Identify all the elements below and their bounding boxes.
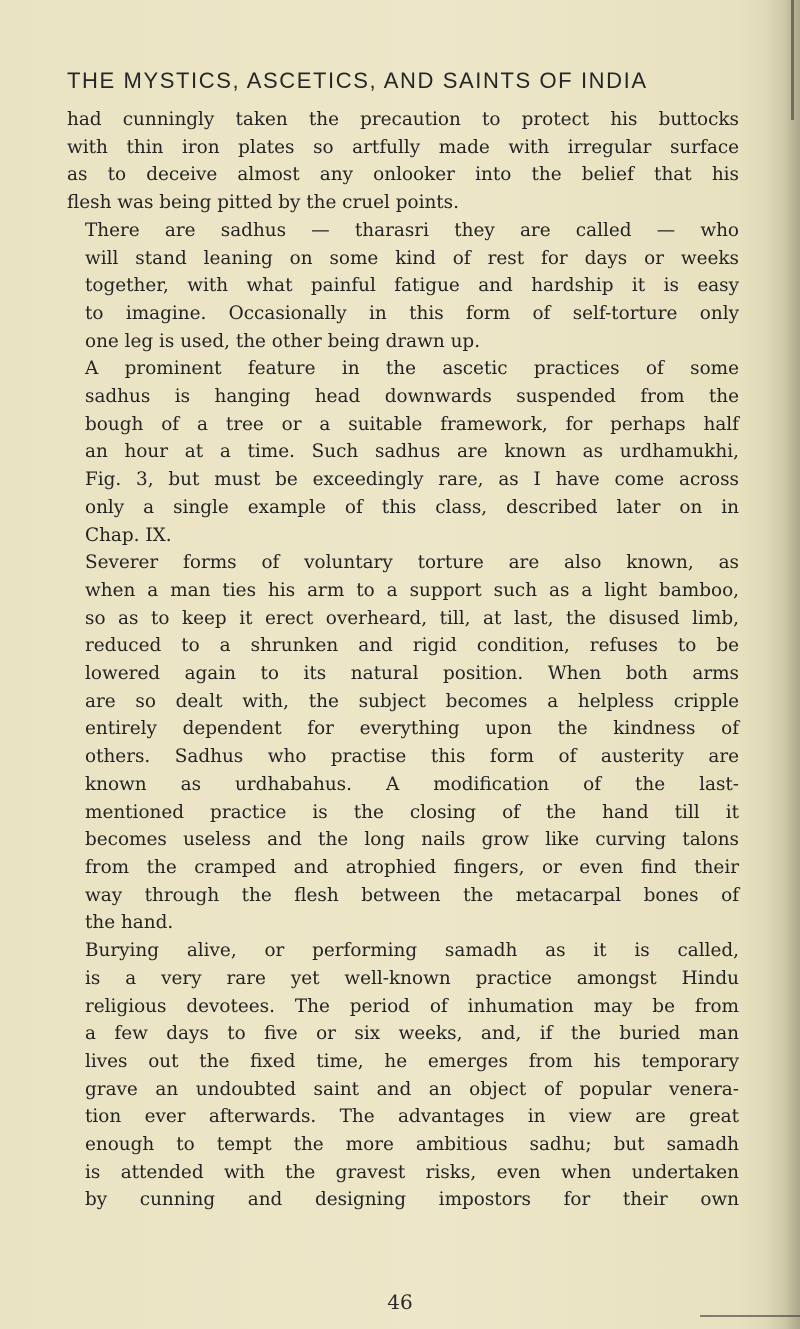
paragraph [67, 549, 739, 937]
page-edge-shadow [766, 0, 800, 1329]
text-line: Fig. 3, but must be exceedingly rare, as I have come across [85, 469, 739, 491]
text-line: religious devotees. The period of inhumation may be from [85, 995, 739, 1017]
text-line: so as to keep it erect overheard, till, at last, the disused limb, [85, 607, 739, 629]
text-line: A prominent feature in the ascetic practices of some [85, 358, 739, 380]
page-edge-mark [791, 0, 794, 120]
paragraph [67, 937, 739, 1214]
text-line: had cunningly taken the precaution to protect his buttocks [67, 109, 739, 130]
text-line: are so dealt with, the subject becomes a helpless cripple [85, 690, 739, 712]
paragraph [67, 217, 739, 356]
text-line: the hand. [85, 912, 174, 934]
paragraph [67, 106, 739, 217]
text-line: flesh was being pitted by the cruel points. [67, 192, 459, 214]
text-line: an hour at a time. Such sadhus are known as urdhamukhi, [85, 441, 739, 463]
text-line: grave an undoubted saint and an object of popular venera- [85, 1078, 739, 1100]
text-line: sadhus is hanging head downwards suspended from the [85, 386, 739, 408]
running-head: THE MYSTICS, ASCETICS, AND SAINTS OF INDIA [67, 68, 648, 93]
text-line: bough of a tree or a suitable framework, for perhaps half [85, 413, 739, 435]
text-line: lives out the fixed time, he emerges from his temporary [85, 1050, 739, 1072]
text-line: is a very rare yet well-known practice amongst Hindu [85, 967, 739, 989]
text-line: others. Sadhus who practise this form of austerity are [85, 746, 739, 768]
text-line: is attended with the gravest risks, even when undertaken [85, 1161, 739, 1183]
text-line: becomes useless and the long nails grow like curving talons [85, 829, 739, 851]
text-line: Burying alive, or performing samadh as it is called, [85, 940, 739, 962]
text-line: only a single example of this class, described later on in [85, 496, 739, 518]
page-number: 46 [387, 1290, 413, 1314]
text-line: with thin iron plates so artfully made with irregular surface [67, 136, 739, 158]
text-line: enough to tempt the more ambitious sadhu; but samadh [85, 1134, 739, 1156]
text-line: There are sadhus — tharasri they are called — who [85, 219, 739, 241]
text-line: entirely dependent for everything upon the kindness of [85, 718, 739, 740]
text-line: Severer forms of voluntary torture are also known, as [85, 552, 739, 574]
text-line: one leg is used, the other being drawn up. [85, 330, 481, 352]
text-line: from the cramped and atrophied fingers, or even find their [85, 856, 739, 878]
text-line: lowered again to its natural position. When both arms [85, 663, 739, 685]
text-line: mentioned practice is the closing of the hand till it [85, 801, 739, 823]
text-line: Chap. IX. [85, 524, 172, 546]
text-line: reduced to a shrunken and rigid condition, refuses to be [85, 635, 739, 657]
text-line: a few days to five or six weeks, and, if the buried man [85, 1023, 739, 1045]
text-line: when a man ties his arm to a support such as a light bamboo, [85, 579, 739, 601]
text-line: by cunning and designing impostors for their own [85, 1189, 739, 1211]
text-line: known as urdhabahus. A modification of the last- [85, 773, 739, 795]
body-text [67, 106, 739, 1214]
text-line: as to deceive almost any onlooker into the belief that his [67, 164, 739, 186]
text-line: will stand leaning on some kind of rest for days or weeks [85, 247, 739, 269]
bottom-edge-rule [700, 1315, 800, 1317]
text-line: together, with what painful fatigue and hardship it is easy [85, 275, 739, 297]
paragraph [67, 355, 739, 549]
text-line: tion ever afterwards. The advantages in view are great [85, 1106, 739, 1128]
text-line: to imagine. Occasionally in this form of self-torture only [85, 302, 739, 324]
text-line: way through the flesh between the metacarpal bones of [85, 884, 739, 906]
